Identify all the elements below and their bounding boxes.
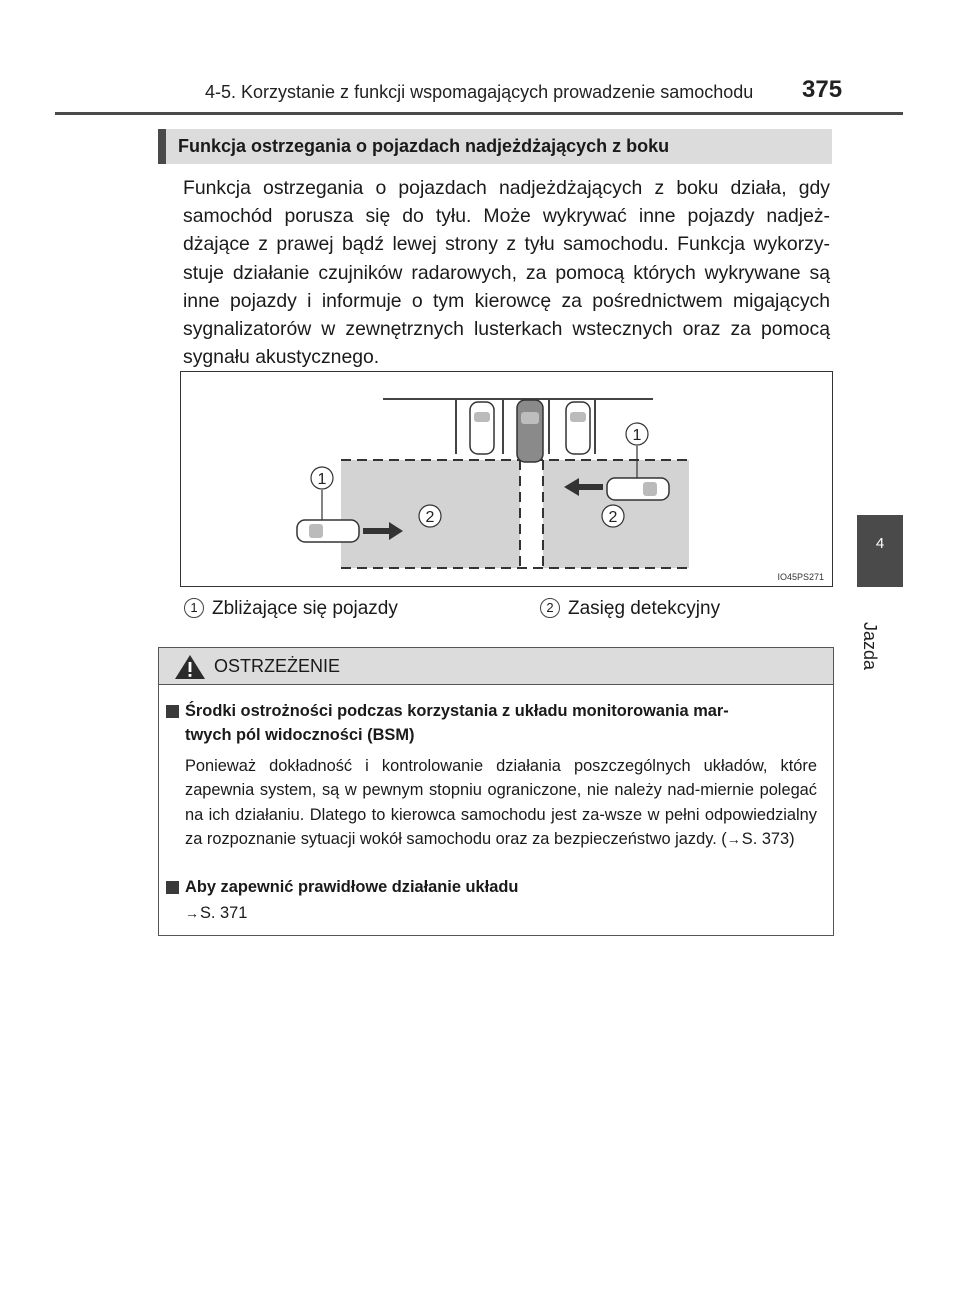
- section-paragraph: Funkcja ostrzegania o pojazdach nadjeżdżających z boku działa, gdy samochód porusza się do tyłu. Może wykrywać inne pojazdy nadjeż-dżające z prawej bądź lewej strony z tyłu samochodu. Funkcja wykorzy-stuje działanie czujników radarowych, za pomocą których wykrywane są inne pojazdy i informuje o tym kierowcę za pośrednictwem migających sygnalizatorów w zewnętrznych lusterkach wstecznych oraz za pomocą sygnału akustycznego.: [183, 177, 830, 369]
- svg-text:2: 2: [608, 509, 618, 526]
- warning-item-title: Środki ostrożności podczas korzystania z układu monitorowania mar- twych pól widoczności (BSM): [185, 702, 729, 744]
- warning-item-text: Ponieważ dokładność i kontrolowanie działania poszczególnych układów, które zapewnia system, są w pewnym stopniu ograniczone, nie należy nad-miernie polegać na ich działaniu. Dlatego to kierowca samochodu jest za-wsze w pełni odpowiedzialny za rozpoznanie sytuacji wokół samochodu oraz za bezpieczeństwo jazdy. (→S. 373): [185, 757, 817, 849]
- legend-label: Zbliżające się pojazdy: [212, 598, 398, 619]
- detection-diagram: [180, 371, 833, 587]
- parking-diagram-illustration: [181, 372, 833, 587]
- figure-code: IO45PS271: [777, 572, 824, 582]
- svg-text:2: 2: [425, 509, 435, 526]
- legend-number: 1: [184, 598, 204, 618]
- parked-car-left: [470, 402, 494, 454]
- legend-label: Zasięg detekcyjny: [568, 598, 721, 619]
- legend-item: [540, 598, 720, 620]
- arrow-right-icon: →: [726, 831, 741, 848]
- warning-box: [158, 647, 834, 936]
- chapter-tab: [857, 515, 903, 587]
- header-divider: [55, 112, 903, 115]
- warning-triangle-icon: [174, 654, 206, 680]
- section-heading-text: Funkcja ostrzegania o pojazdach nadjeżdżających z boku: [178, 136, 670, 156]
- running-header-title: 4-5. Korzystanie z funkcji wspomagających prowadzenie samochodu: [205, 82, 754, 102]
- own-car-reversing: [517, 400, 543, 462]
- legend-item: [184, 598, 398, 620]
- chapter-tab-number: 4: [875, 535, 885, 552]
- arrow-right-icon: →: [185, 905, 199, 921]
- section-heading: [158, 129, 832, 164]
- square-bullet-icon: [166, 881, 179, 894]
- page-reference: S. 371: [200, 904, 248, 922]
- page-reference: S. 373: [741, 830, 790, 849]
- warning-header: [159, 648, 833, 685]
- chapter-tab-label: Jazda: [860, 622, 880, 671]
- approaching-vehicle-right: [607, 478, 669, 500]
- page-number: 375: [802, 76, 843, 103]
- legend-number: 2: [540, 598, 560, 618]
- parked-car-right: [566, 402, 590, 454]
- svg-text:1: 1: [317, 471, 327, 488]
- svg-text:1: 1: [632, 427, 642, 444]
- warning-item-text: [185, 901, 385, 925]
- approaching-vehicle-left: [297, 520, 359, 542]
- warning-item-title: Aby zapewnić prawidłowe działanie układu: [185, 878, 519, 896]
- square-bullet-icon: [166, 705, 179, 718]
- warning-title: OSTRZEŻENIE: [214, 656, 341, 676]
